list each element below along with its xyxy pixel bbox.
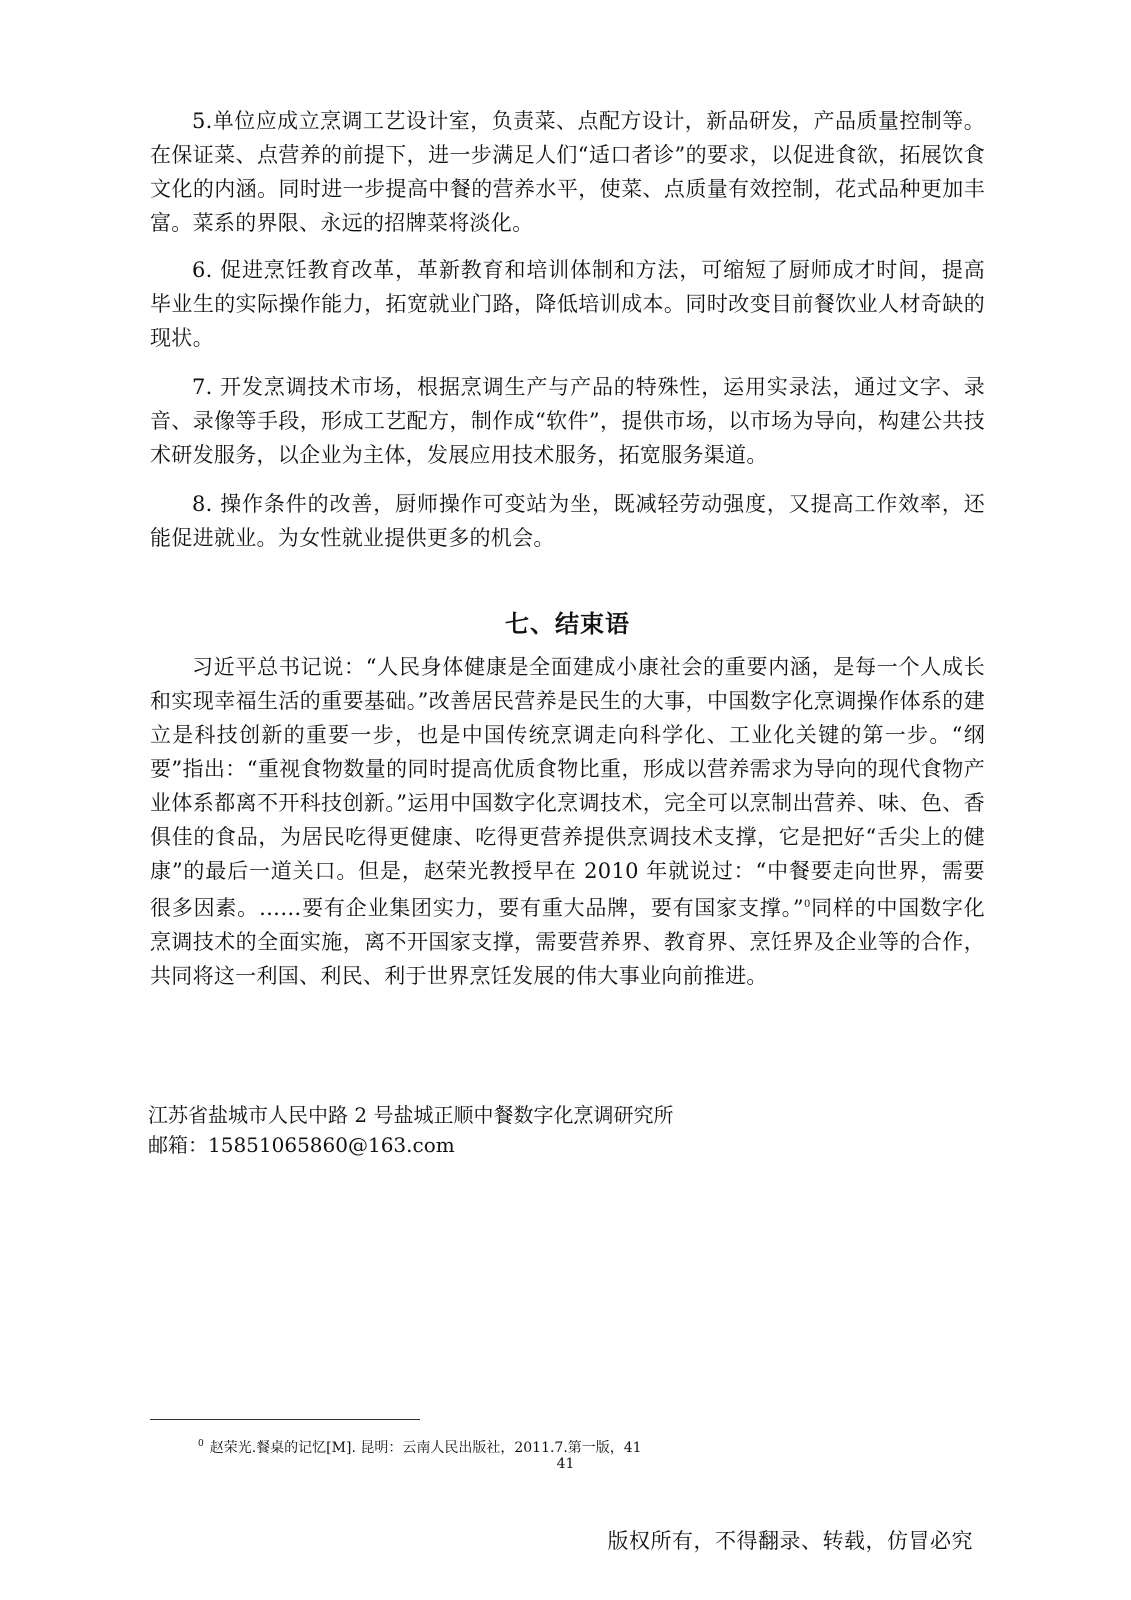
contact-address: 江苏省盐城市人民中路 2 号盐城正顺中餐数字化烹调研究所	[148, 1103, 674, 1127]
paragraph-item-7: 7. 开发烹调技术市场，根据烹调生产与产品的特殊性，运用实录法，通过文字、录音、录像等手段，形成工艺配方，制作成“软件”，提供市场，以市场为导向，构建公共技术研发服务，以企业为主体，发展应用技术服务，拓宽服务渠道。	[150, 375, 985, 467]
conclusion-text-part-1: 习近平总书记说：“人民身体健康是全面建成小康社会的重要内涵，是每一个人成长和实现幸福生活的重要基础。”改善居民营养是民生的大事，中国数字化烹调操作体系的建立是科技创新的重要一步，也是中国传统烹调走向科学化、工业化关键的第一步。“纲要”指出：“重视食物数量的同时提高优质食物比重，形成以营养需求为导向的现代食物产业体系都离不开科技创新。”运用中国数字化烹调技术，完全可以烹制出营养、味、色、香俱佳的食品，为居民吃得更健康、吃得更营养提供烹调技术支撑，它是把好“舌尖上的健康”的最后一道关口。但是，赵荣光教授早在 2010 年就说过：“中餐要走向世界，需要很多因素。……要有企业集团实力，要有重大品牌，要有国家支撑。”	[150, 655, 985, 920]
conclusion-text-part-2: 同样的中国数字化烹调技术的全面实施，离不开国家支撑，需要营养界、教育界、烹饪界及企业等的合作，共同将这一利国、利民、利于世界烹饪发展的伟大事业向前推进。	[150, 896, 985, 988]
footnote-text: 赵荣光.餐桌的记忆[M]. 昆明：云南人民出版社，2011.7.第一版，41	[209, 1440, 642, 1456]
footnote-divider	[150, 1419, 420, 1420]
footnote-reference[interactable]: 0	[803, 899, 811, 910]
conclusion-paragraph	[150, 650, 985, 993]
paragraph-item-6: 6. 促进烹饪教育改革，革新教育和培训体制和方法，可缩短了厨师成才时间，提高毕业生的实际操作能力，拓宽就业门路，降低培训成本。同时改变目前餐饮业人材奇缺的现状。	[150, 258, 985, 350]
page-number: 41	[556, 1456, 575, 1472]
footnote-mark: 0	[198, 1439, 204, 1449]
footnote	[198, 1434, 642, 1458]
paragraph-item-5: 5.单位应成立烹调工艺设计室，负责菜、点配方设计，新品研发，产品质量控制等。在保证菜、点营养的前提下，进一步满足人们“适口者诊”的要求，以促进食欲，拓展饮食文化的内涵。同时进一步提高中餐的营养水平，使菜、点质量有效控制，花式品种更加丰富。菜系的界限、永远的招牌菜将淡化。	[150, 109, 985, 235]
paragraph-item-8: 8. 操作条件的改善，厨师操作可变站为坐，既减轻劳动强度，又提高工作效率，还能促进就业。为女性就业提供更多的机会。	[150, 492, 985, 550]
copyright-notice: 版权所有，不得翻录、转载，仿冒必究	[607, 1529, 973, 1553]
contact-email[interactable]: 邮箱：15851065860@163.com	[148, 1133, 455, 1157]
section-heading: 七、结束语	[505, 609, 630, 638]
